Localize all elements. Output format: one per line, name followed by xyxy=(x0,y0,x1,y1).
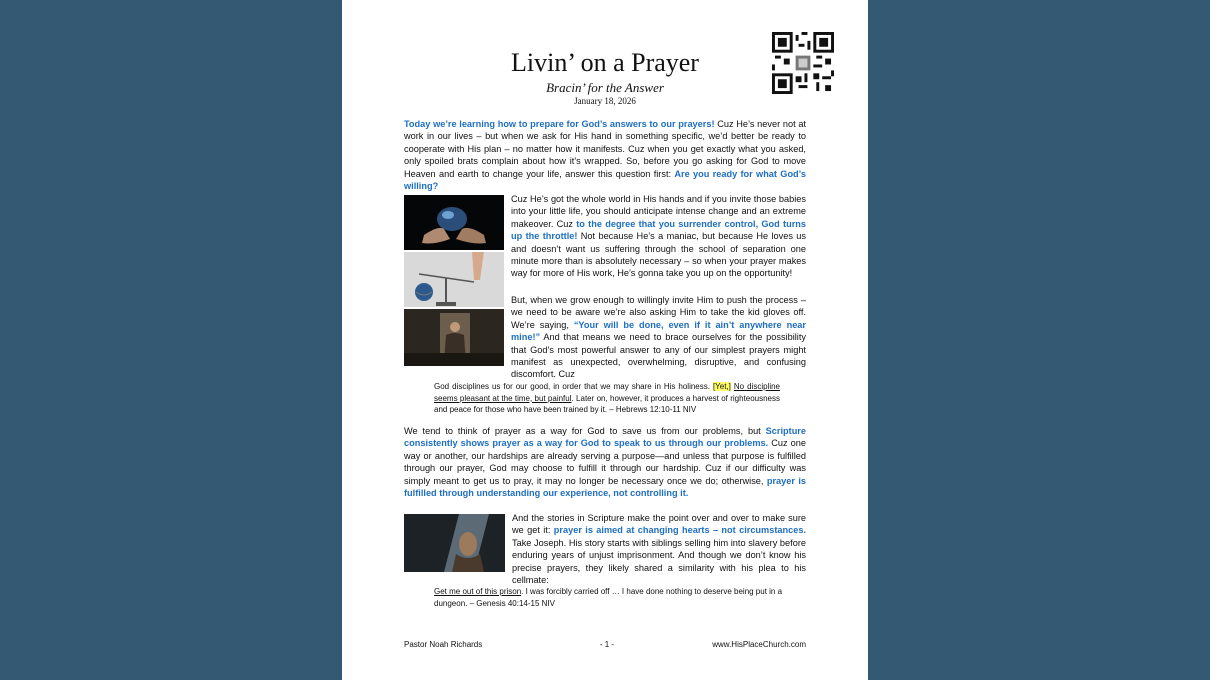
footer-page-number: - 1 - xyxy=(599,640,615,649)
intro-question: Are you ready for what God’s willing? xyxy=(404,168,806,192)
block1-p2-highlight: “Your will be done, even if it ain’t anywhere near mine!” xyxy=(511,319,806,343)
footer-website: www.HisPlaceChurch.com xyxy=(712,640,806,649)
quote1-yet: [Yet,] xyxy=(712,382,731,391)
figure-doorway-photo xyxy=(404,309,504,366)
intro-body: Cuz He’s never not at work in our lives – but when we ask for His hand in something specific, we’d better be ready to cooperate with His plan – no matter how it manifests. Cuz when you get exactly what you asked, only spoiled brats complain about how it’s wrapped. So, before you go asking for God to move Heaven and earth to change your life, answer this question first: xyxy=(404,119,806,179)
quote2-rest: . I was forcibly carried off … I have done nothing to deserve being put in a dungeon. – Genesis 40:14-15 NIV xyxy=(434,587,783,608)
block2-mid: Cuz one way or another, our hardships are already serving a purpose—and unless that purpose is fulfilled through our prayer, God may choose to fulfill it through our hardship. Cuz if our difficulty was simply meant to get us to pray, it may no longer be necessary once we do; otherwise, xyxy=(404,438,806,486)
block3-start: And the stories in Scripture make the point over and over to make sure we get it: xyxy=(512,513,806,536)
hands-globe-photo xyxy=(404,195,504,250)
quote1-start: God disciplines us for our good, in order that we may share in His holiness. xyxy=(434,382,713,391)
block1-p1-highlight: to the degree that you surrender control, God turns up the throttle! xyxy=(511,218,807,242)
intro-lead: Today we’re learning how to prepare for God’s answers to our prayers! xyxy=(404,119,715,129)
quote1-underlined: No discipline seems pleasant at the time, but painful xyxy=(434,382,780,403)
document-date: January 18, 2026 xyxy=(574,96,636,106)
document-page xyxy=(342,0,868,680)
scripture-quote-genesis xyxy=(434,586,786,609)
block3-end: Take Joseph. His story starts with siblings selling him into slavery before enduring years of unjust imprisonment. And though we don’t know his precise prayers, they likely shared a similarity with his plea to his cellmate: xyxy=(512,537,806,586)
block2-paragraph xyxy=(404,425,806,499)
block1-paragraph-1 xyxy=(511,193,806,280)
scripture-quote-hebrews xyxy=(434,381,780,416)
block1-p1-end: Not because He’s a maniac, but because He loves us and doesn’t want us suffering through the school of separation one minute more than is absolutely necessary – so when your prayer makes way for more of His work, He’s gonna take you up on the opportunity! xyxy=(511,231,806,279)
block1-p2-end: And that means we need to brace ourselves for the possibility that God’s most powerful answer to any of our simplest prayers might manifest as unexpected, overwhelming, disruptive, and confusing discomfort. Cuz xyxy=(511,332,806,380)
block1-paragraph-2 xyxy=(511,294,806,381)
block1-p2-start: But, when we grow enough to willingly invite Him to push the process – we need to be aware we’re also asking Him to take the kid gloves off. We’re saying, xyxy=(511,295,806,330)
block2-highlight-1: Scripture consistently shows prayer as a way for God to speak to us through our problems. xyxy=(404,426,806,449)
block3-highlight: prayer is aimed at changing hearts – not circumstances. xyxy=(553,525,806,536)
block3-paragraph xyxy=(512,512,806,586)
document-subtitle: Bracin’ for the Answer xyxy=(546,80,664,95)
intro-paragraph xyxy=(404,118,806,192)
block1-p1-start: Cuz He’s got the whole world in His hands and if you invite those babies into your little life, you should anticipate intense change and an extreme makeover. Cuz xyxy=(511,194,806,229)
footer-author: Pastor Noah Richards xyxy=(404,640,483,649)
quote2-underlined: Get me out of this prison xyxy=(434,587,522,596)
document-title: Livin’ on a Prayer xyxy=(511,48,699,77)
joseph-prison-photo xyxy=(404,514,505,572)
scale-globe-photo xyxy=(404,252,504,307)
block2-highlight-2: prayer is fulfilled through understanding our experience, not controlling it. xyxy=(404,475,806,499)
quote1-end: . Later on, however, it produces a harvest of righteousness and peace for those who have been trained by it. – Hebrews 12:10-11 NIV xyxy=(434,393,780,414)
block2-start: We tend to think of prayer as a way for God to save us from our problems, but xyxy=(404,426,766,436)
